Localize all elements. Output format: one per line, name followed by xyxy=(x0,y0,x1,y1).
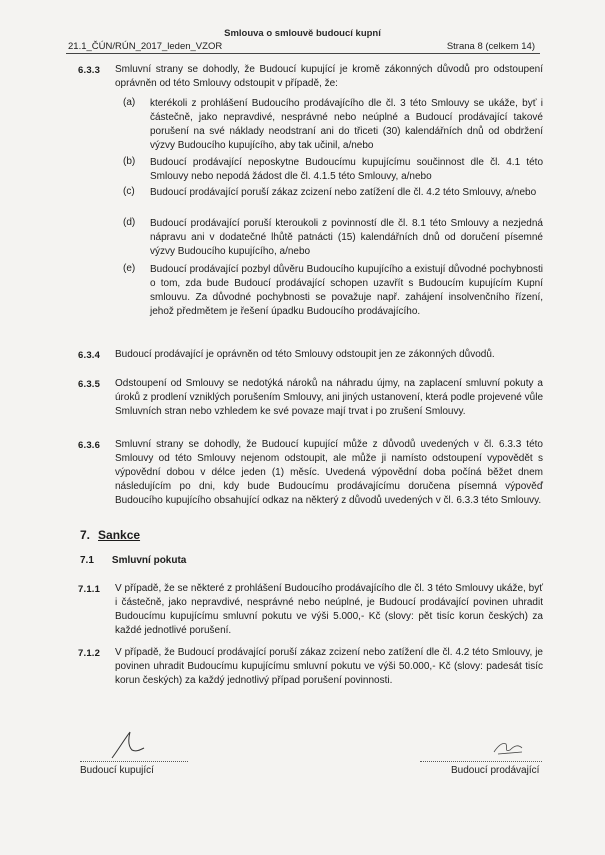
item-text: Budoucí prodávající poruší kteroukoli z povinností dle čl. 8.1 této Smlouvy a nezjedná nápravu ani v dodatečné lhůtě patnácti (15) kalendářních dnů od doručení písemné výzvy Budoucího kupujícího, a/nebo xyxy=(150,218,543,257)
item-label: (e) xyxy=(123,263,136,274)
section-heading xyxy=(80,528,140,542)
clause-number: 7.1.2 xyxy=(78,648,101,659)
clause-number: 7.1.1 xyxy=(78,584,101,595)
document-title: Smlouva o smlouvě budoucí kupní xyxy=(224,28,381,39)
subsection-number: 7.1 xyxy=(80,555,94,566)
signature-line-right xyxy=(420,761,542,762)
clause-number: 6.3.5 xyxy=(78,379,101,390)
subsection-heading xyxy=(80,555,186,566)
item-label: (a) xyxy=(123,97,136,108)
document-id: 21.1_ČÚN/RÚN_2017_leden_VZOR xyxy=(68,41,223,52)
signature-line-left xyxy=(80,761,188,762)
header-divider xyxy=(66,53,540,54)
item-text: Budoucí prodávající poruší zákaz zcizení nebo zatížení dle čl. 4.2 této Smlouvy, a/nebo xyxy=(150,187,537,198)
item-label: (d) xyxy=(123,217,136,228)
item-text: Budoucí prodávající pozbyl důvěru Budoucího kupujícího a existují důvodné pochybnosti o tom, zda bude Budoucí prodávající schopen uzavřít s Budoucím kupujícím Kupní smlouvu. Za důvodné pochybnosti se považuje např. zahájení insolvenčního řízení, jehož předmětem je řešení úpadku Budoucího prodávajícího. xyxy=(150,264,543,317)
section-title: Sankce xyxy=(98,528,141,542)
clause-text: Smluvní strany se dohodly, že Budoucí kupující je kromě zákonných důvodů pro odstoupení oprávněn od této Smlouvy odstoupit v případě, že: xyxy=(115,64,543,89)
page-number: Strana 8 (celkem 14) xyxy=(446,41,535,52)
item-label: (c) xyxy=(123,186,135,197)
signature-right-image xyxy=(492,736,526,758)
clause-number: 6.3.4 xyxy=(78,350,101,361)
clause-number: 6.3.3 xyxy=(78,65,101,76)
item-text: Budoucí prodávající neposkytne Budoucímu kupujícímu součinnost dle čl. 4.1 této Smlouvy nebo nepodá žádost dle čl. 4.1.5 této Smlouvy, a/nebo xyxy=(150,157,543,182)
section-number: 7. xyxy=(80,528,91,542)
clause-text: Smluvní strany se dohodly, že Budoucí kupující může z důvodů uvedených v čl. 6.3.3 této Smlouvy od této Smlouvy nejenom odstoupit, ale může ji namísto odstoupení vypovědět s výpovědní dobou v délce jeden (1) měsíc. Uvedená výpovědní doba počíná běžet dnem následujícím po dni, kdy bude Budoucímu prodávajícímu doručena písemná výpověď Budoucího kupujícího obsahující odkaz na některý z důvodů uvedených v čl. 6.3.3 této Smlouvy. xyxy=(115,439,543,506)
item-label: (b) xyxy=(123,156,136,167)
subsection-title: Smluvní pokuta xyxy=(111,555,187,566)
signature-label-buyer: Budoucí kupující xyxy=(80,765,154,776)
signature-label-seller: Budoucí prodávající xyxy=(451,765,540,776)
clause-text: V případě, že se některé z prohlášení Budoucího prodávajícího dle čl. 3 této Smlouvy ukáže, byť i částečně, jako nepravdivé, nesprávné nebo neúplné, je Budoucí prodávající povinen uhradit Budoucímu kupujícímu smluvní pokutu ve výši 5.000,- Kč (slovy: pět tisíc korun českých) za každé jednotlivé porušení. xyxy=(115,583,543,636)
item-text: kterékoli z prohlášení Budoucího prodávajícího dle čl. 3 této Smlouvy se ukáže, byť i částečně, jako nepravdivé, nesprávné nebo neúplné a Budoucí prodávající takové porušení na své náklady neodstraní ani do třiceti (30) kalendářních dnů od obdržení výzvy Budoucího kupujícího, aby tak učinil, a/nebo xyxy=(150,98,543,151)
clause-text: Odstoupení od Smlouvy se nedotýká nároků na náhradu újmy, na zaplacení smluvní pokuty a úroků z prodlení vzniklých porušením Smlouvy, ani jiných ustanovení, která podle projevené vůle Smluvních stran nebo vzhledem ke své povaze mají trvat i po zrušení Smlouvy. xyxy=(115,378,543,417)
clause-text: V případě, že Budoucí prodávající poruší zákaz zcizení nebo zatížení dle čl. 4.2 této Smlouvy, je povinen uhradit Budoucímu kupujícímu smluvní pokutu ve výši 50.000,- Kč (slovy: padesát tisíc korun českých) za každý jednotlivý případ porušení povinnosti. xyxy=(115,647,543,686)
signature-left-image xyxy=(108,728,148,760)
clause-text: Budoucí prodávající je oprávněn od této Smlouvy odstoupit jen ze zákonných důvodů. xyxy=(115,349,495,360)
clause-number: 6.3.6 xyxy=(78,440,101,451)
